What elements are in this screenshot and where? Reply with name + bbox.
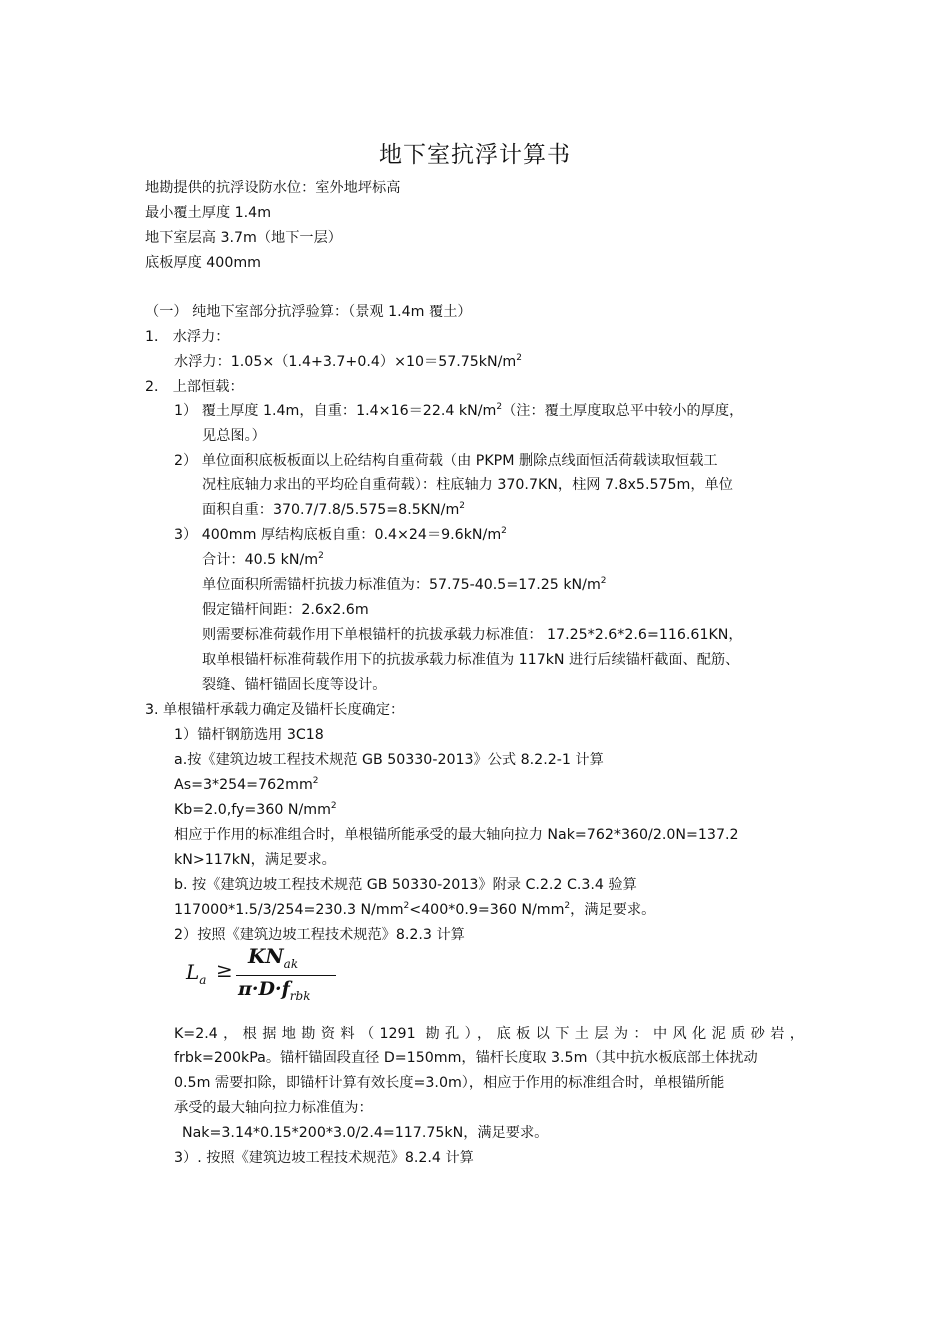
item1-title: 1． 水浮力：: [145, 329, 230, 345]
frbk-line: frbk=200kPa。锚杆锚固段直径 D=150mm，锚杆长度取 3.5m（其中抗水板底部土体扰动: [174, 1050, 758, 1066]
clause-824-line: 3）. 按照《建筑边坡工程技术规范》8.2.4 计算: [174, 1150, 474, 1166]
sub3-line-a: 3） 400mm 厚结构底板自重：$0.4\times 24=9.6kN/m^2$: [174, 526, 507, 543]
rebar-line: 1）锚杆钢筋选用 3C18: [174, 727, 324, 743]
sub1-line-a: 1） 覆土厚度 1.4m，自重：1.4×16＝22.4 $kN/m^2$（注：覆土厚度取总平中较小的厚度，: [174, 402, 744, 419]
intro-water-level: 地勘提供的抗浮设防水位：室外地坪标高: [145, 180, 401, 196]
formula-lhs: $L_a$: [186, 960, 207, 987]
sub2-line-c: 面积自重：$370.7/7.8/5.575=8.5KN/m^2$: [202, 501, 465, 518]
required-line: 单位面积所需锚杆抗拔力标准值为：57.75-40.5=17.25 $kN/m^2$: [202, 576, 607, 593]
spacing-line: 假定锚杆间距：2.6x2.6m: [202, 602, 369, 618]
clause-823-line: 2）按照《建筑边坡工程技术规范》8.2.3 计算: [174, 927, 465, 943]
intro-slab-thickness: 底板厚度 400mm: [145, 255, 261, 271]
as-line: $As=3*254=762mm^2$: [174, 776, 319, 793]
need-line-3: 裂缝、锚杆锚固长度等设计。: [202, 677, 387, 693]
item1-text: 水浮力：$1.05\times(1.4+3.7+0.4)\times 10=57.75kN/m^2$: [174, 353, 522, 370]
clause-b-line: b. 按《建筑边坡工程技术规范 GB 50330-2013》附录 C.2.2 C.3.4 验算: [174, 877, 637, 893]
intro-cover-thickness: 最小覆土厚度 1.4m: [145, 205, 272, 221]
sub2-line-b: 况柱底轴力求出的平均砼自重荷载）：柱底轴力 370.7KN，柱网 7.8x5.575m，单位: [202, 477, 733, 493]
formula-numerator: $KN_{ak}$: [248, 944, 299, 971]
item2-title: 2． 上部恒载：: [145, 379, 244, 395]
need-line-2: 取单根锚杆标准荷载作用下的抗拔承载力标准值为 117kN 进行后续锚杆截面、配筋、: [202, 652, 740, 668]
document-title: 地下室抗浮计算书: [379, 142, 571, 168]
k-line: K=2.4，根据地勘资料（1291 勘孔），底板以下土层为：中风化泥质砂岩，: [174, 1026, 804, 1042]
need-line-1: 则需要标准荷载作用下单根锚杆的抗拔承载力标准值： 17.25*2.6*2.6=116.61KN，: [202, 627, 743, 643]
sub2-line-a: 2） 单位面积底板板面以上砼结构自重荷载（由 PKPM 删除点线面恒活荷载读取恒载工: [174, 453, 718, 469]
nak-final-line: Nak=3.14*0.15*200*3.0/2.4=117.75kN，满足要求。: [182, 1125, 549, 1141]
formula-denominator: $\pi\cdot D\cdot f_{rbk}$: [238, 978, 311, 1003]
clause-b-calc: 117000*1.5/3/254=230.3 $N/mm^2<400*0.9=360$ $N/mm^2$，满足要求。: [174, 901, 656, 918]
total-line: 合计：40.5 $kN/m^2$: [202, 551, 324, 568]
intro-floor-height: 地下室层高 3.7m（地下一层）: [145, 230, 342, 246]
deduct-line: 0.5m 需要扣除，即锚杆计算有效长度=3.0m），相应于作用的标准组合时，单根锚所能: [174, 1075, 725, 1091]
std-value-line: 承受的最大轴向拉力标准值为：: [174, 1100, 373, 1116]
section3-heading: 3. 单根锚杆承载力确定及锚杆长度确定：: [145, 702, 405, 718]
formula-fraction-bar: [236, 975, 336, 976]
nak-line-1: 相应于作用的标准组合时，单根锚所能承受的最大轴向拉力 Nak=762*360/2.0N=137.2: [174, 827, 739, 843]
anchor-length-formula: [182, 944, 352, 1006]
sub1-line-b: 见总图。）: [202, 428, 266, 444]
formula-ge-sign: ≥: [216, 958, 233, 982]
kb-line: Kb=2.0,fy=360 $N/mm^2$: [174, 801, 337, 818]
nak-line-2: kN>117kN，满足要求。: [174, 852, 336, 868]
clause-a-line: a.按《建筑边坡工程技术规范 GB 50330-2013》公式 8.2.2-1 计算: [174, 752, 604, 768]
section1-heading: （一） 纯地下室部分抗浮验算：（景观 1.4m 覆土）: [145, 304, 472, 320]
